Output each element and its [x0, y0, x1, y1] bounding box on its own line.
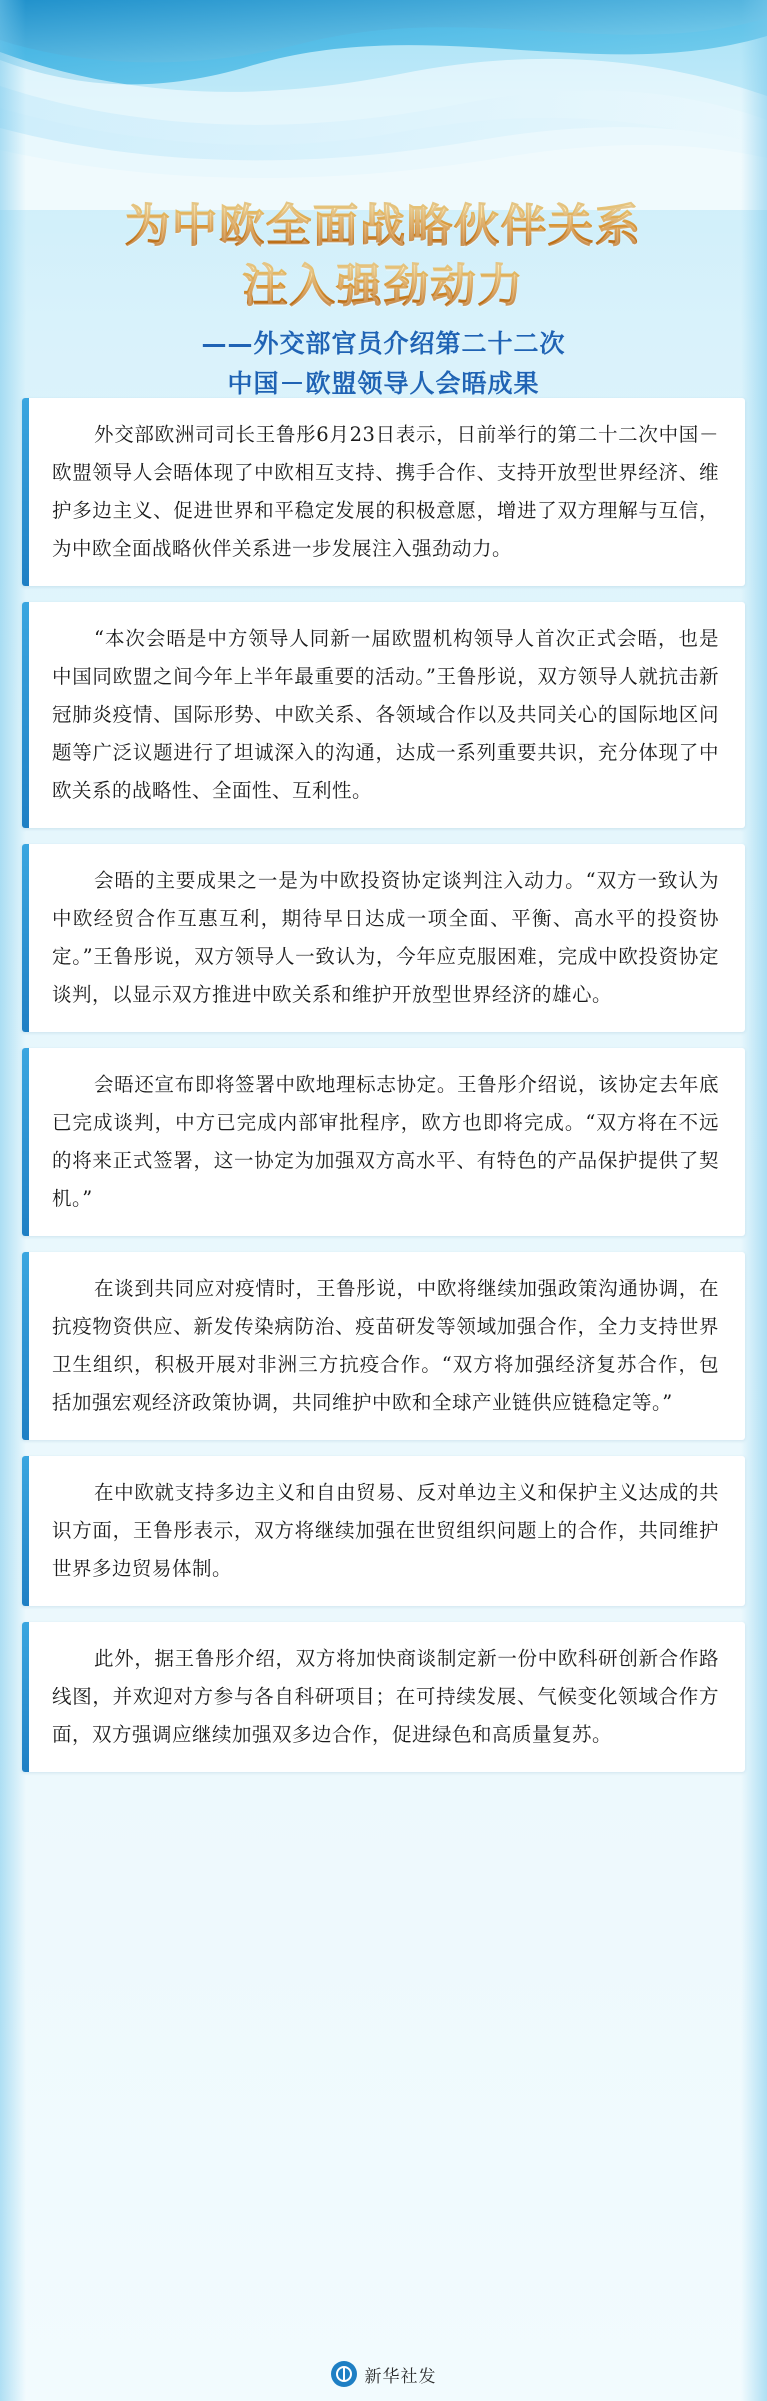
- xinhua-badge-icon: [331, 2361, 357, 2387]
- paragraph-text: 在中欧就支持多边主义和自由贸易、反对单边主义和保护主义达成的共识方面，王鲁彤表示，双方将继续加强在世贸组织问题上的合作，共同维护世界多边贸易体制。: [52, 1481, 719, 1580]
- paragraph-text: 此外，据王鲁彤介绍，双方将加快商谈制定新一份中欧科研创新合作路线图，并欢迎对方参与各自科研项目；在可持续发展、气候变化领域合作方面，双方强调应继续加强双多边合作，促进绿色和高质量复苏。: [52, 1647, 719, 1746]
- paragraph-card: [22, 398, 745, 586]
- paragraph-text: “本次会晤是中方领导人同新一届欧盟机构领导人首次正式会晤，也是中国同欧盟之间今年上半年最重要的活动。”王鲁彤说，双方领导人就抗击新冠肺炎疫情、国际形势、中欧关系、各领域合作以及共同关心的国际地区问题等广泛议题进行了坦诚深入的沟通，达成一系列重要共识，充分体现了中欧关系的战略性、全面性、互利性。: [52, 627, 719, 802]
- paragraph-text: 会晤还宣布即将签署中欧地理标志协定。王鲁彤介绍说，该协定去年底已完成谈判，中方已完成内部审批程序，欧方也即将完成。“双方将在不远的将来正式签署，这一协定为加强双方高水平、有特色的产品保护提供了契机。”: [52, 1073, 719, 1210]
- page-subtitle-line-2: 中国－欧盟领导人会晤成果: [227, 369, 540, 398]
- paragraph-card: [22, 1456, 745, 1606]
- page-title: [0, 196, 767, 316]
- paragraph-card: [22, 1252, 745, 1440]
- paragraph-card: [22, 1048, 745, 1236]
- paragraph-text: 在谈到共同应对疫情时，王鲁彤说，中欧将继续加强政策沟通协调，在抗疫物资供应、新发传染病防治、疫苗研发等领域加强合作，全力支持世界卫生组织，积极开展对非洲三方抗疫合作。“双方将加强经济复苏合作，包括加强宏观经济政策协调，共同维护中欧和全球产业链供应链稳定等。”: [52, 1277, 719, 1414]
- paragraph-text: 会晤的主要成果之一是为中欧投资协定谈判注入动力。“双方一致认为中欧经贸合作互惠互利，期待早日达成一项全面、平衡、高水平的投资协定。”王鲁彤说，双方领导人一致认为，今年应克服困难，完成中欧投资协定谈判，以显示双方推进中欧关系和维护开放型世界经济的雄心。: [52, 869, 719, 1006]
- decorative-wave-banner: [0, 0, 767, 210]
- paragraph-card: [22, 602, 745, 828]
- footer-credit: [0, 2361, 767, 2387]
- page-title-line-1: 为中欧全面战略伙伴关系: [0, 196, 767, 256]
- footer-credit-label: 新华社发: [364, 2366, 437, 2387]
- paragraph-text: 外交部欧洲司司长王鲁彤6月23日表示，日前举行的第二十二次中国－欧盟领导人会晤体现了中欧相互支持、携手合作、支持开放型世界经济、维护多边主义、促进世界和平稳定发展的积极意愿，增进了双方理解与互信，为中欧全面战略伙伴关系进一步发展注入强劲动力。: [52, 423, 719, 560]
- page-title-line-2: 注入强劲动力: [0, 256, 767, 316]
- page-subtitle-line-1: ——外交部官员介绍第二十二次: [201, 329, 566, 358]
- paragraph-card: [22, 844, 745, 1032]
- article-body: [22, 398, 745, 1788]
- page-subtitle: [0, 324, 767, 404]
- paragraph-card: [22, 1622, 745, 1772]
